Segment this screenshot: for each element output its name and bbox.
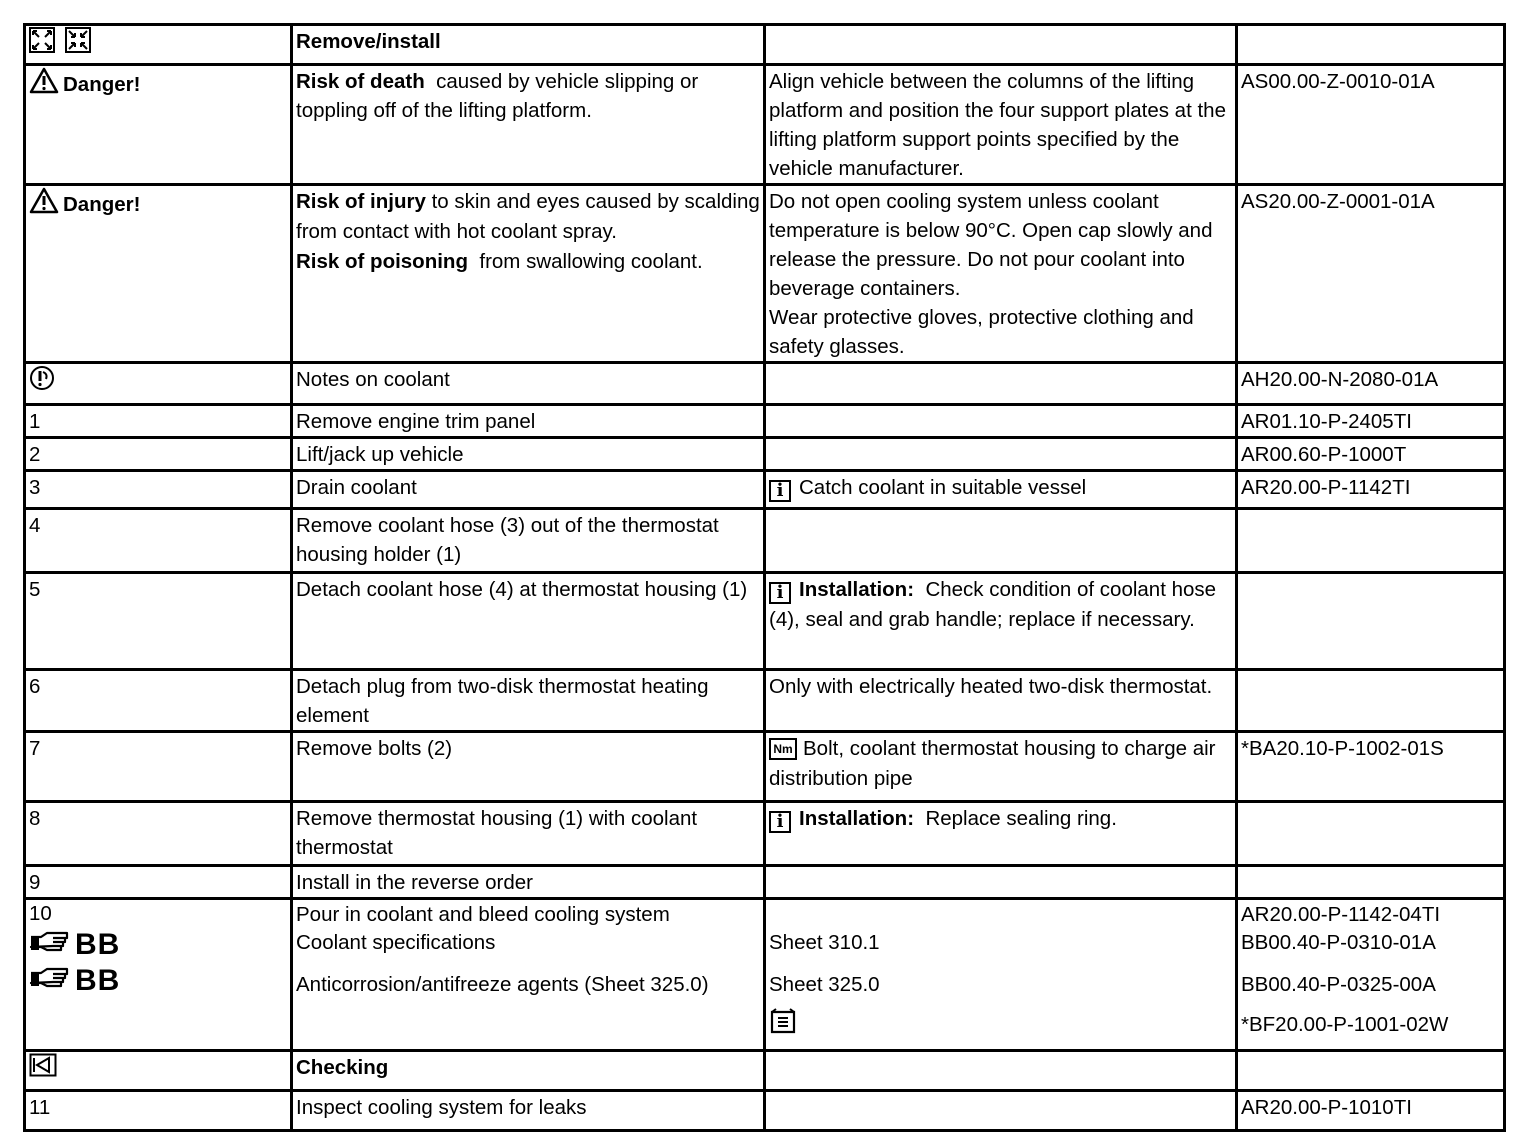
note-cell: Nm Bolt, coolant thermostat housing to charge air distribution pipe — [765, 732, 1237, 802]
step-cell: 6 — [25, 670, 292, 732]
step-cell — [25, 363, 292, 405]
reference-cell: AR01.10-P-2405TI — [1237, 405, 1505, 438]
note-cell: Do not open cooling system unless coolant temperature is below 90°C. Open cap slowly and release the pressure. Do not pour coolant into beverage containers. Wear protective gloves, protective clothing and safety glasses. — [765, 185, 1237, 363]
table-row — [25, 25, 1505, 65]
table-row — [25, 1051, 1505, 1091]
bb-reference-1: BB — [29, 927, 287, 963]
reference-cell: AR00.60-P-1000T — [1237, 438, 1505, 471]
reference-cell: AR20.00-P-1142TI — [1237, 471, 1505, 509]
procedure-table — [23, 23, 1506, 1132]
info-box-icon: i — [769, 582, 791, 604]
note-cell: i Installation: Check condition of coolant hose (4), seal and grab handle; replace if necessary. — [765, 573, 1237, 670]
action-cell: Detach coolant hose (4) at thermostat housing (1) — [292, 573, 765, 670]
section-title: Remove/install — [296, 30, 441, 53]
note-circle-icon — [29, 365, 55, 391]
reference-cell: AR20.00-P-1010TI — [1237, 1091, 1505, 1131]
note-cell — [765, 1051, 1237, 1091]
note-cell — [765, 509, 1237, 573]
action-cell: Inspect cooling system for leaks — [292, 1091, 765, 1131]
action-cell: Remove bolts (2) — [292, 732, 765, 802]
table-row — [25, 573, 1505, 670]
note-cell — [765, 363, 1237, 405]
reference-cell: *BA20.10-P-1002-01S — [1237, 732, 1505, 802]
note-cell: Only with electrically heated two-disk thermostat. — [765, 670, 1237, 732]
action-cell: Notes on coolant — [292, 363, 765, 405]
action-cell: Remove coolant hose (3) out of the thermostat housing holder (1) — [292, 509, 765, 573]
action-cell: Remove thermostat housing (1) with coolant thermostat — [292, 802, 765, 866]
reference-cell — [1237, 670, 1505, 732]
reference-cell: AH20.00-N-2080-01A — [1237, 363, 1505, 405]
action-cell: Risk of injury to skin and eyes caused by scalding from contact with hot coolant spray. Risk of poisoning from swallowing coolant. — [292, 185, 765, 363]
table-row — [25, 405, 1505, 438]
info-box-icon: i — [769, 480, 791, 502]
table-row — [25, 866, 1505, 899]
note-cell — [765, 866, 1237, 899]
table-row — [25, 509, 1505, 573]
fluid-container-icon — [769, 1007, 797, 1035]
table-row — [25, 438, 1505, 471]
action-cell: Lift/jack up vehicle — [292, 438, 765, 471]
reference-cell — [1237, 802, 1505, 866]
table-row — [25, 899, 1505, 1051]
note-cell: Sheet 310.1 Sheet 325.0 — [765, 899, 1237, 1051]
action-cell: Pour in coolant and bleed cooling system Coolant specifications Anticorrosion/antifreeze agents (Sheet 325.0) — [292, 899, 765, 1051]
danger-label: Danger! — [63, 73, 141, 96]
action-cell: Install in the reverse order — [292, 866, 765, 899]
warning-triangle-icon — [29, 187, 59, 214]
action-cell — [292, 1051, 765, 1091]
step-cell: 10 BB BB — [25, 899, 292, 1051]
step-cell: 8 — [25, 802, 292, 866]
pointing-hand-icon — [29, 931, 71, 957]
table-row — [25, 65, 1505, 185]
danger-label: Danger! — [63, 193, 141, 216]
step-cell: 7 — [25, 732, 292, 802]
table-row — [25, 802, 1505, 866]
reference-cell — [1237, 1051, 1505, 1091]
checking-icon — [29, 1053, 57, 1077]
action-cell: Drain coolant — [292, 471, 765, 509]
step-cell: 4 — [25, 509, 292, 573]
note-cell: i Catch coolant in suitable vessel — [765, 471, 1237, 509]
action-cell: Risk of death caused by vehicle slipping or toppling off of the lifting platform. — [292, 65, 765, 185]
step-cell: 11 — [25, 1091, 292, 1131]
reference-cell — [1237, 866, 1505, 899]
pointing-hand-icon — [29, 967, 71, 993]
note-cell — [765, 438, 1237, 471]
step-cell — [25, 185, 292, 363]
reference-cell: AS20.00-Z-0001-01A — [1237, 185, 1505, 363]
bb-reference-2: BB — [29, 963, 287, 999]
step-cell: 1 — [25, 405, 292, 438]
step-cell — [25, 1051, 292, 1091]
note-cell — [765, 405, 1237, 438]
table-row — [25, 732, 1505, 802]
remove-icon — [29, 27, 55, 53]
step-cell — [25, 25, 292, 65]
action-cell: Detach plug from two-disk thermostat heating element — [292, 670, 765, 732]
step-cell: 5 — [25, 573, 292, 670]
note-cell — [765, 1091, 1237, 1131]
note-cell: i Installation: Replace sealing ring. — [765, 802, 1237, 866]
step-cell: 3 — [25, 471, 292, 509]
reference-cell — [1237, 509, 1505, 573]
reference-cell — [1237, 25, 1505, 65]
note-cell — [765, 25, 1237, 65]
table-row — [25, 185, 1505, 363]
step-cell — [25, 65, 292, 185]
action-cell — [292, 25, 765, 65]
step-cell: 2 — [25, 438, 292, 471]
reference-cell: AS00.00-Z-0010-01A — [1237, 65, 1505, 185]
section-title: Checking — [296, 1056, 389, 1079]
torque-nm-icon: Nm — [769, 738, 797, 760]
step-cell: 9 — [25, 866, 292, 899]
warning-triangle-icon — [29, 67, 59, 94]
reference-cell: AR20.00-P-1142-04TI BB00.40-P-0310-01A BB00.40-P-0325-00A *BF20.00-P-1001-02W — [1237, 899, 1505, 1051]
note-cell: Align vehicle between the columns of the lifting platform and position the four support plates at the lifting platform support points specified by the vehicle manufacturer. — [765, 65, 1237, 185]
table-row — [25, 1091, 1505, 1131]
info-box-icon: i — [769, 811, 791, 833]
install-icon — [65, 27, 91, 53]
table-row — [25, 363, 1505, 405]
table-row — [25, 471, 1505, 509]
table-row — [25, 670, 1505, 732]
reference-cell — [1237, 573, 1505, 670]
action-cell: Remove engine trim panel — [292, 405, 765, 438]
